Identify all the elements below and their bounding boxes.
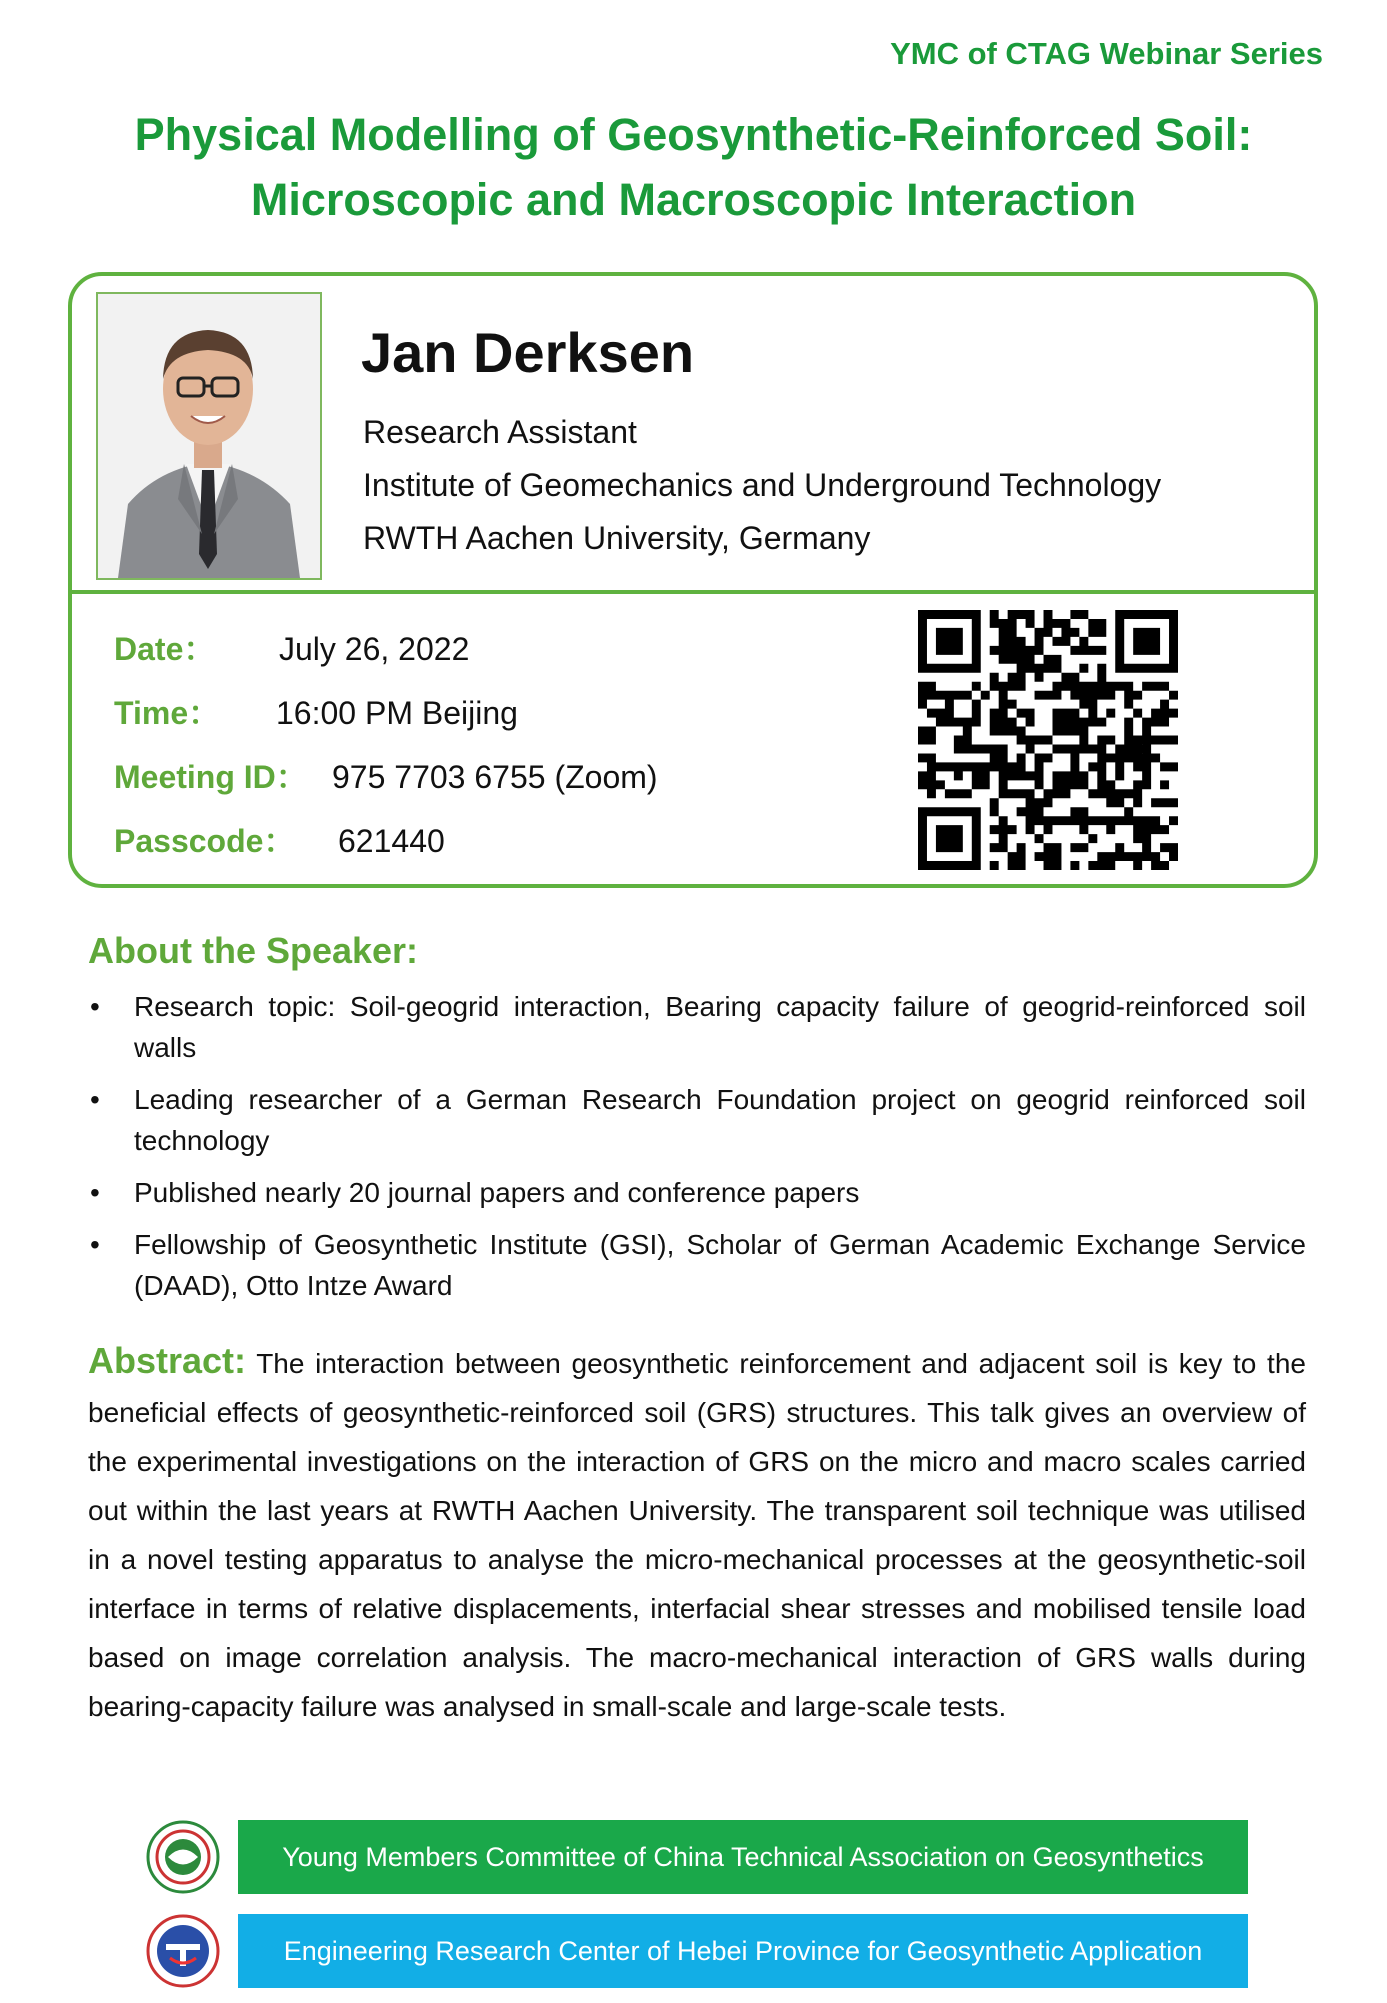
passcode-row (114, 816, 445, 862)
bullet-icon: • (90, 1177, 100, 1208)
speaker-card (68, 272, 1318, 888)
date-label: Date： (114, 631, 216, 667)
list-item: • Published nearly 20 journal papers and conference papers (88, 1172, 1306, 1213)
passcode-label: Passcode： (114, 823, 296, 859)
title-line-1: Physical Modelling of Geosynthetic-Reinforced Soil: (134, 109, 1253, 160)
meeting-row (114, 752, 658, 798)
qr-modules (918, 610, 1178, 870)
bullet-icon: • (90, 1084, 100, 1115)
series-title: YMC of CTAG Webinar Series (890, 36, 1323, 71)
speaker-position: Research Assistant (363, 414, 637, 450)
speaker-photo (96, 292, 322, 580)
passcode-value: 621440 (338, 823, 445, 859)
abstract-heading: Abstract: (88, 1340, 247, 1381)
list-item: • Leading researcher of a German Research Foundation project on geogrid reinforced soil technology (88, 1079, 1306, 1161)
meeting-value: 975 7703 6755 (Zoom) (332, 759, 658, 795)
ctag-logo-icon (146, 1820, 220, 1894)
hebei-center-logo-icon (146, 1914, 220, 1988)
title-line-2: Microscopic and Macroscopic Interaction (250, 174, 1137, 225)
about-heading: About the Speaker: (88, 930, 419, 971)
about-list (88, 986, 1306, 1317)
speaker-institute: Institute of Geomechanics and Underground Technology (363, 467, 1162, 503)
speaker-university: RWTH Aachen University, Germany (363, 520, 871, 556)
abstract (88, 1336, 1306, 1731)
time-label: Time： (114, 695, 221, 731)
date-value: July 26, 2022 (279, 631, 470, 667)
date-row (114, 624, 469, 670)
time-row (114, 688, 518, 734)
bullet-icon: • (90, 991, 100, 1022)
bullet-icon: • (90, 1229, 100, 1260)
meeting-label: Meeting ID： (114, 759, 308, 795)
time-value: 16:00 PM Beijing (276, 695, 518, 731)
page-title (0, 102, 1387, 232)
org2-banner: Engineering Research Center of Hebei Province for Geosynthetic Application (238, 1914, 1248, 1988)
list-item: • Research topic: Soil-geogrid interaction, Bearing capacity failure of geogrid-reinforced soil walls (88, 986, 1306, 1068)
abstract-text: The interaction between geosynthetic reinforcement and adjacent soil is key to the beneficial effects of geosynthetic-reinforced soil (GRS) structures. This talk gives an overview of the experimental investigations on the interaction of GRS on the micro and macro scales carried out within the last years at RWTH Aachen University. The transparent soil technique was utilised in a novel testing apparatus to analyse the micro-mechanical processes at the geosynthetic-soil interface in terms of relative displacements, interfacial shear stresses and mobilised tensile load based on image correlation analysis. The macro-mechanical interaction of GRS walls during bearing-capacity failure was analysed in small-scale and large-scale tests. (88, 1348, 1306, 1722)
qr-code[interactable] (918, 610, 1178, 870)
speaker-name: Jan Derksen (361, 321, 695, 384)
card-divider (72, 590, 1314, 594)
org1-banner: Young Members Committee of China Technical Association on Geosynthetics (238, 1820, 1248, 1894)
list-item: • Fellowship of Geosynthetic Institute (GSI), Scholar of German Academic Exchange Service (DAAD), Otto Intze Award (88, 1224, 1306, 1306)
